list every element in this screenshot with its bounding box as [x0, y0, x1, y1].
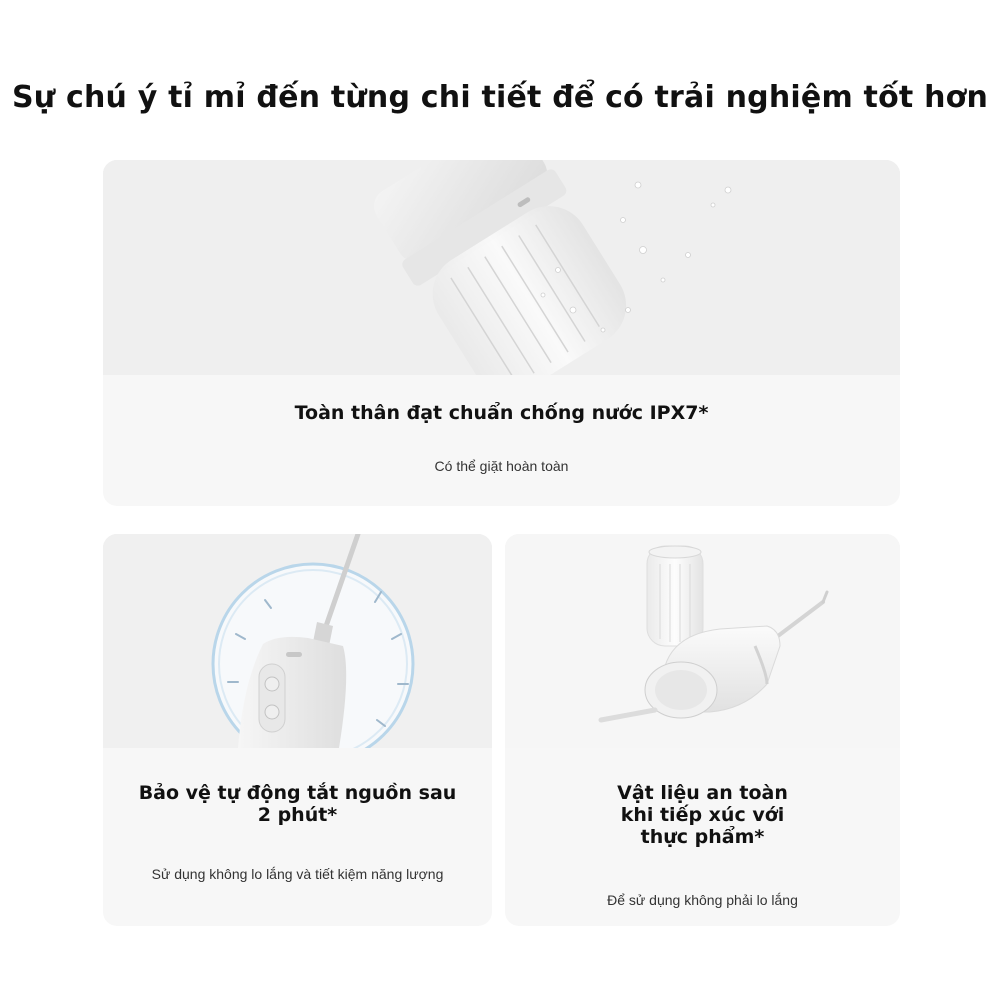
feature-card-auto-off — [103, 534, 492, 926]
feature-card-food-safe-material — [505, 534, 900, 926]
card-description: Có thể giặt hoàn toàn — [434, 458, 569, 474]
card-description: Sử dụng không lo lắng và tiết kiệm năng lượng — [151, 866, 444, 882]
water-flosser-detached-tank-image — [505, 534, 900, 748]
card-title: Vật liệu an toàn khi tiếp xúc với thực phẩm* — [617, 782, 788, 848]
card-title: Toàn thân đạt chuẩn chống nước IPX7* — [294, 402, 709, 424]
water-flosser-tank-image — [103, 160, 900, 375]
card-title: Bảo vệ tự động tắt nguồn sau 2 phút* — [138, 782, 457, 826]
water-flosser-timer-image — [103, 534, 492, 748]
page-title: Sự chú ý tỉ mỉ đến từng chi tiết để có trải nghiệm tốt hơn — [11, 80, 989, 115]
feature-card-waterproof — [103, 160, 900, 506]
card-description: Để sử dụng không phải lo lắng — [607, 892, 798, 908]
